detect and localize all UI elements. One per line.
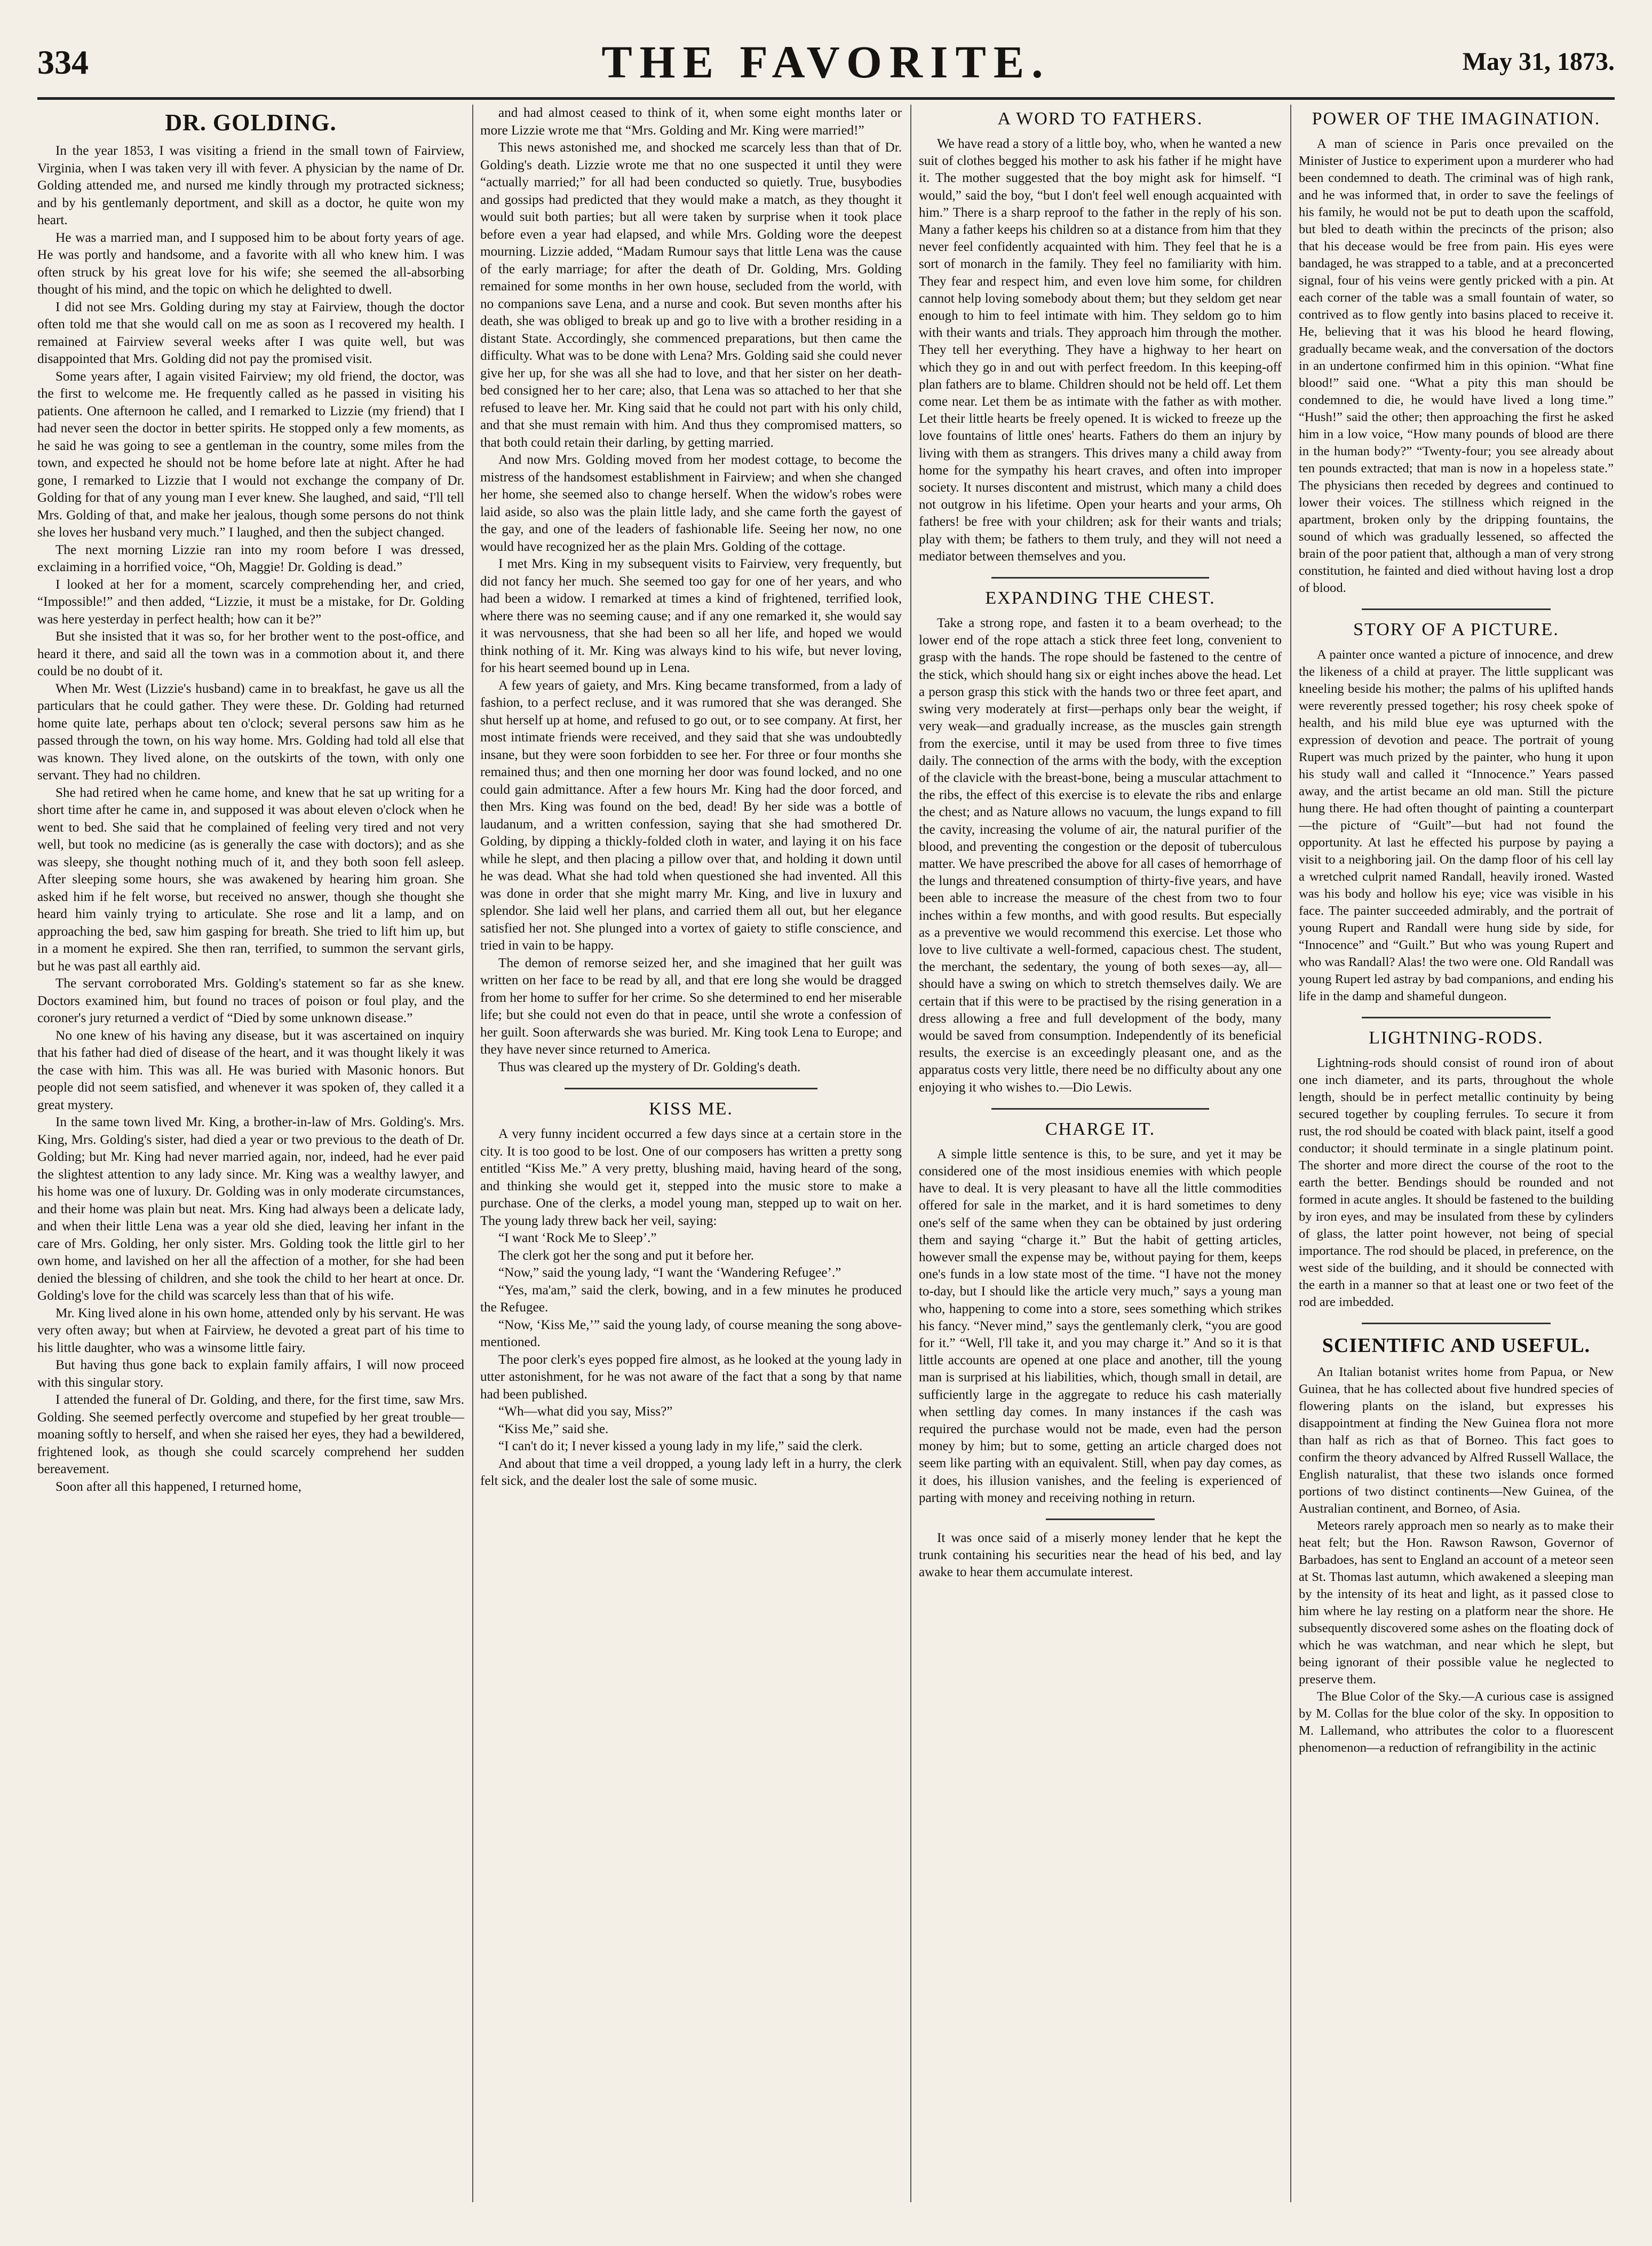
paragraph: A few years of gaiety, and Mrs. King became transformed, from a lady of fashion, to a perfect recluse, and it was rumored that she was deranged. She shut herself up at home, and refused to go out, or to see company. At first, her most intimate friends were received, and they said that she was undoubtedly insane, but they were soon forbidden to see her. For three or four months she remained thus; and then one morning her door was found locked, and no one could gain admittance. After a few hours Mr. King had the door forced, and then Mrs. King was found on the bed, dead! By her side was a bottle of laudanum, and a written confession, saying that she had smothered Dr. Golding, by dipping a thickly-folded cloth in water, and laying it on his face while he slept, and then placing a pillow over that, and holding it down until he was dead. What she had told when questioned she had invented. All this was done in order that she might marry Mr. King, and live in luxury and splendor. She laid well her plans, and carried them all out, but her elegance satisfied her not. She plunged into a vortex of gaiety to stifle conscience, and tried in vain to be happy. xyxy=(480,678,902,953)
paragraph: Mr. King lived alone in his own home, attended only by his servant. He was very often away; but when at Fairview, he devoted a great part of his time to his little daughter, who was a winsome little fairy. xyxy=(37,1306,464,1355)
paragraph: She had retired when he came home, and knew that he sat up writing for a short time after he came in, and supposed it was about eleven o'clock when he went to bed. She said that he complained of feeling very tired and not very well, but took no medicine (as is generally the case with doctors); and as she was sleepy, she thought nothing much of it, and they both soon fell asleep. After sleeping some hours, she was awakened by hearing him groan. She asked him if he felt worse, but received no answer, though she thought she heard him vainly trying to articulate. She rose and lit a lamp, and on approaching the bed, saw him gasping for breath. She tried to lift him up, but in a moment he expired. She then ran, terrified, to summon the servant girls, but he was past all earthly aid. xyxy=(37,785,464,974)
paragraph: But she insisted that it was so, for her brother went to the post-office, and heard it there, and said all the town was in a commotion about it, and there could be no doubt of it. xyxy=(37,629,464,678)
paragraph: “Now, ‘Kiss Me,’” said the young lady, of course meaning the song above-mentioned. xyxy=(480,1317,902,1349)
article-title-a-word-to-fathers: A WORD TO FATHERS. xyxy=(997,109,1203,129)
page-number: 334 xyxy=(37,43,89,81)
paragraph: A painter once wanted a picture of innocence, and drew the likeness of a child at prayer. The little supplicant was kneeling beside his mother; the palms of his uplifted hands were reverently pressed together; his rosy cheek spoke of health, and his mild blue eye was upturned with the expression of devotion and peace. The portrait of young Rupert was much prized by the painter, who hung it upon his study wall and called it “Innocence.” Years passed away, and the artist became an old man. Still the picture hung there. He had often thought of painting a counterpart—the picture of “Guilt”—but had not found the opportunity. At last he effected his purpose by paying a visit to a neighboring jail. On the damp floor of his cell lay a wretched culprit named Randall, heavily ironed. Wasted was his body and hollow his eye; vice was visible in his face. The painter succeeded admirably, and the portrait of young Rupert and Randall were hung side by side, for “Innocence” and “Guilt.” But who was young Rupert and who was Randall? Alas! the two were one. Old Randall was young Rupert led astray by bad companions, and ending his life in the damp and shameful dungeon. xyxy=(1299,647,1614,1003)
article-body-lightning-rods xyxy=(1299,1055,1614,1311)
article-body-charge-it xyxy=(919,1146,1282,1581)
article-body-dr-golding xyxy=(37,143,464,1496)
paragraph: and had almost ceased to think of it, when some eight months later or more Lizzie wrote me that “Mrs. Golding and Mr. King were married!” xyxy=(480,106,902,138)
paragraph: Some years after, I again visited Fairview; my old friend, the doctor, was the first to welcome me. He frequently called as he passed in visiting his patients. One afternoon he called, and I remarked to Lizzie (my friend) that I had never seen the doctor in better spirits. He stopped only a few moments, as he said he was going to see a gentleman in the country, some miles from the town, and expected he should not be home before late at night. After he had gone, I remarked to Lizzie that I would not exchange the company of Dr. Golding for that of any young man I ever knew. She laughed, and said, “I'll tell Mrs. Golding of that, and make her jealous, though some persons do not think she loves her husband very much.” I laughed, and then the subject changed. xyxy=(37,369,464,540)
article-separator xyxy=(1362,1323,1551,1324)
article-body-story-of-a-picture xyxy=(1299,646,1614,1005)
paragraph: But having thus gone back to explain family affairs, I will now proceed with this singular story. xyxy=(37,1358,464,1390)
article-separator xyxy=(565,1088,817,1089)
paragraph: A man of science in Paris once prevailed on the Minister of Justice to experiment upon a murderer who had been condemned to death. The criminal was of high rank, and he was informed that, in order to save the feelings of his family, he would not be put to death upon the scaffold, but bled to death within the precincts of the prison; also that his decease would be free from pain. His eyes were bandaged, he was strapped to a table, and at a preconcerted signal, four of his veins were gently pricked with a pin. At each corner of the table was a small fountain of water, so contrived as to flow gently into basins placed to receive it. He, believing that it was his blood he heard flowing, gradually became weak, and the conversation of the doctors in an undertone confirmed him in this opinion. “What fine blood!” said one. “What a pity this man should be condemned to die, he would have lived a long time.” “Hush!” said the other; then approaching the first he asked him in a low voice, “How many pounds of blood are there in the human body?” “Twenty-four; you see already about ten pounds extracted; that man is now in a hopeless state.” The physicians then receded by degrees and continued to lower their voices. The stillness which reigned in the apartment, broken only by the dripping fountains, the sound of which was gradually lessened, so affected the brain of the poor patient that, although a man of very strong constitution, he fainted and died without having lost a drop of blood. xyxy=(1299,137,1614,595)
paragraph: “I can't do it; I never kissed a young lady in my life,” said the clerk. xyxy=(498,1439,863,1453)
article-body-expanding-the-chest xyxy=(919,615,1282,1096)
column-rule xyxy=(910,105,911,2202)
paragraph: An Italian botanist writes home from Papua, or New Guinea, that he has collected about five hundred species of flowering plants on the island, but expresses his disappointment at finding the New Guinea flora not more than half as rich as that of Borneo. This fact goes to confirm the theory advanced by Alfred Russell Wallace, the English naturalist, that these two islands once formed portions of two distinct continents—New Guinea, of the Australian continent, and Borneo, of Asia. xyxy=(1299,1365,1614,1516)
article-title-dr-golding: DR. GOLDING. xyxy=(165,109,337,136)
paragraph: A very funny incident occurred a few days since at a certain store in the city. It is too good to be lost. One of our composers has written a pretty song entitled “Kiss Me.” A very pretty, blushing maid, having heard of the song, and thinking she would get it, stepped into the music store to make a purchase. One of the clerks, a model young man, stepped up to wait on her. The young lady threw back her veil, saying: xyxy=(480,1127,902,1228)
paragraph: “Wh—what did you say, Miss?” xyxy=(498,1404,673,1419)
column-3 xyxy=(919,105,1282,2218)
issue-date: May 31, 1873. xyxy=(1462,48,1615,76)
article-separator xyxy=(991,577,1209,579)
paragraph: “Yes, ma'am,” said the clerk, bowing, and in a few minutes he produced the Refugee. xyxy=(480,1283,902,1315)
paragraph: He was a married man, and I supposed him to be about forty years of age. He was portly and handsome, and a favorite with all who knew him. I was often struck by his great love for his wife; she seemed the all-absorbing thought of his mind, and the topic on which he delighted to dwell. xyxy=(37,230,464,297)
paragraph: The demon of remorse seized her, and she imagined that her guilt was written on her face to be read by all, and that ere long she would be dragged from her home to suffer for her crime. So she determined to end her miserable life; but she could not even do that in peace, until she wrote a confession of her guilt. Soon afterwards she was buried. Mr. King took Lena to Europe; and they have never since returned to America. xyxy=(480,955,902,1057)
article-title-expanding-the-chest: EXPANDING THE CHEST. xyxy=(985,588,1216,608)
paragraph: The poor clerk's eyes popped fire almost, as he looked at the young lady in utter astonishment, for he was not aware of the fact that a song by that name had been published. xyxy=(480,1352,902,1402)
column-4 xyxy=(1299,105,1614,2218)
paragraph: In the year 1853, I was visiting a friend in the small town of Fairview, Virginia, when I was taken very ill with fever. A physician by the name of Dr. Golding attended me, and nursed me kindly through my protracted sickness; and by his gentlemanly deportment, and skill as a doctor, he quite won my heart. xyxy=(37,144,464,227)
paragraph: In the same town lived Mr. King, a brother-in-law of Mrs. Golding's. Mrs. King, Mrs. Golding's sister, had died a year or two previous to the death of Dr. Golding; but Mr. King had never married again, nor, indeed, had he ever paid the slightest attention to any lady since. Mr. King was a wealthy lawyer, and his home was one of luxury. Dr. Golding was in only moderate circumstances, and their home was plain but neat. Mrs. King had always been a delicate lady, and when their little Lena was a year old she died, leaving her infant in the care of Mrs. Golding, her only sister. Mrs. Golding took the little girl to her own home, and lavished on her all the affection of a mother, for she had been denied the blessing of children, and she took the child to her heart at once. Dr. Golding's love for the child was scarcely less than that of his wife. xyxy=(37,1115,464,1303)
paragraph: A simple little sentence is this, to be sure, and yet it may be considered one of the most insidious enemies with which people have to deal. It is very pleasant to have all the little commodities offered for sale in the market, and it is hard sometimes to deny one's self of the same when they can be obtained by just ordering them and saying “charge it.” But the habit of getting articles, however small the expense may be, without paying for them, keeps one's funds in a low state most of the time. “I have not the money to-day, but I should like the article very much,” says a young man who, happening to come into a store, sees something which strikes his fancy. “Never mind,” says the gentlemanly clerk, “you are good for it.” “Well, I'll take it, and you may charge it.” And so it is that little accounts are opened at one place and another, till the young man is surprised at his liabilities, which, though small in detail, are sufficiently large in the aggregate to reduce his cash materially when settling day comes. In many instances if the cash was required the purchase would not be made, even had the person money by him; but to some, getting an article charged does not seem like parting with an equivalent. Still, when pay day comes, as it does, his illusion vanishes, and the feeling is experienced of parting with money and receiving nothing in return. xyxy=(919,1146,1282,1505)
paragraph: And now Mrs. Golding moved from her modest cottage, to become the mistress of the handsomest establishment in Fairview; and when she changed her home, she seemed also to change herself. When the widow's robes were laid aside, so also was the plain little lady, and she came forth the gayest of the gay, and one of the leaders of fashionable life. Seeing her now, no one would have recognized her as the plain Mrs. Golding of the cottage. xyxy=(480,453,902,554)
masthead xyxy=(37,35,1615,94)
article-body-power-of-the-imagination xyxy=(1299,136,1614,597)
column-rule xyxy=(1290,105,1291,2202)
article-title-scientific-and-useful: SCIENTIFIC AND USEFUL. xyxy=(1322,1334,1591,1357)
article-body-dr-golding-continued xyxy=(480,105,902,1076)
paragraph: This news astonished me, and shocked me scarcely less than that of Dr. Golding's death. Lizzie wrote me that no one suspected it until they were “actually married;” for all had been conducted so quietly. True, busybodies and gossips had predicted that they would make a match, as they thought it would suit both parties; but all were taken by surprise when it took place before even a year had elapsed, and while Mrs. Golding wore the deepest mourning. Lizzie added, “Madam Rumour says that little Lena was the cause of the early marriage; for after the death of Dr. Golding, Mrs. Golding remained for some months in her own house, secluded from the world, with no companions save Lena, and a nurse and cook. But seven months after his death, she was obliged to break up and go to live with a brother residing in a distant State. Accordingly, she commenced preparations, but then came the difficulty. What was to be done with Lena? Mrs. Golding said she could never give her up, for she was all she had to love, and that her sister on her death-bed consigned her to her care; also, that Lena was so attached to her that she refused to leave her. Mr. King said that he could not part with his only child, and that she must remain with him. And thus they compromised matters, so that both could retain their darling, by getting married. xyxy=(480,140,902,450)
article-title-story-of-a-picture: STORY OF A PICTURE. xyxy=(1353,620,1559,639)
paragraph: When Mr. West (Lizzie's husband) came in to breakfast, he gave us all the particulars that he could gather. They were these. Dr. Golding had returned home quite late, perhaps about ten o'clock; several persons saw him as he passed through the town, on his way home. Mrs. Golding had told all else that was known. They lived alone, on the outskirts of the town, with only one servant. They had no children. xyxy=(37,681,464,782)
paragraph: I attended the funeral of Dr. Golding, and there, for the first time, saw Mrs. Golding. She seemed perfectly overcome and stupefied by her great trouble—moaning softly to herself, and when she raised her eyes, they had a bewildered, frightened look, as though she could scarcely comprehend her sudden bereavement. xyxy=(37,1393,464,1476)
article-body-kiss-me xyxy=(480,1126,902,1490)
paragraph: No one knew of his having any disease, but it was ascertained on inquiry that his father had died of disease of the heart, and it was thought likely it was the case with him. This was all. He was buried with Masonic honors. But people did not seem satisfied, and whenever it was spoken of, they called it a great mystery. xyxy=(37,1028,464,1112)
paragraph: Thus was cleared up the mystery of Dr. Golding's death. xyxy=(498,1059,801,1074)
paragraph: I looked at her for a moment, scarcely comprehending her, and cried, “Impossible!” and then added, “Lizzie, it must be a mistake, for Dr. Golding was here yesterday in perfect health; how can it be?” xyxy=(37,577,464,627)
paragraph: Soon after all this happened, I returned home, xyxy=(55,1479,301,1494)
paragraph-separator xyxy=(1046,1519,1155,1520)
column-1 xyxy=(37,105,464,2218)
paragraph: Lightning-rods should consist of round iron of about one inch diameter, and its parts, throughout the whole length, should be in perfect metallic continuity by being secured together by coupling ferrules. To secure it from rust, the rod should be coated with black paint, itself a good conductor; it should terminate in a single platinum point. The shorter and more direct the course of the root to the earth the better. Bendings should be rounded and not formed in acute angles. It should be fastened to the building by iron eyes, and may be insulated from these by cylinders of glass, the latter point however, not being of special importance. The rod should be placed, in preference, on the west side of the building, and it should be connected with the earth in a manner so that at least one or two feet of the rod are imbedded. xyxy=(1299,1056,1614,1309)
paragraph: “Now,” said the young lady, “I want the ‘Wandering Refugee’.” xyxy=(498,1266,841,1280)
newspaper-title: THE FAVORITE. xyxy=(601,36,1051,88)
article-title-power-of-the-imagination: POWER OF THE IMAGINATION. xyxy=(1312,109,1601,129)
article-title-kiss-me: KISS ME. xyxy=(649,1099,733,1119)
paragraph: I did not see Mrs. Golding during my stay at Fairview, though the doctor often told me that she would call on me as soon as I recovered my health. I remained at Fairview several weeks after I was quite well, but was disappointed that Mrs. Golding did not pay the promised visit. xyxy=(37,299,464,366)
paragraph: “I want ‘Rock Me to Sleep’.” xyxy=(498,1231,657,1245)
article-title-charge-it: CHARGE IT. xyxy=(1045,1119,1156,1139)
paragraph: Take a strong rope, and fasten it to a beam overhead; to the lower end of the rope attach a stick three feet long, convenient to grasp with the hands. The rope should be fastened to the centre of the stick, which should hang six or eight inches above the head. Let a person grasp this stick with the hands two or three feet apart, and swing very moderately at first—perhaps only bear the weight, if very weak—and gradually increase, as the muscles gain strength from the exercise, until it may be used from three to five times daily. The connection of the arms with the body, with the exception of the clavicle with the breast-bone, being a muscular attachment to the ribs, the effect of this exercise is to elevate the ribs and enlarge the chest; and as Nature allows no vacuum, the lungs expand to fill the cavity, increasing the volume of air, the natural purifier of the blood, and preventing the congestion or the deposit of tuberculous matter. We have prescribed the above for all cases of hemorrhage of the lungs and threatened consumption of thirty-five years, and have been able to increase the measure of the chest from two to four inches within a few months, and with good results. But especially as a preventive we would recommend this exercise. Let those who love to live cultivate a well-formed, capacious chest. The student, the merchant, the sedentary, the young of both sexes—ay, all—should have a swing on which to stretch themselves daily. We are certain that if this were to be practised by the rising generation in a dress allowing a free and full development of the body, many would be saved from consumption. Independently of its beneficial results, the exercise is an exceedingly pleasant one, and as the apparatus costs very little, there need be no difficulty about any one enjoying it who wishes to.—Dio Lewis. xyxy=(919,616,1282,1095)
paragraph: We have read a story of a little boy, who, when he wanted a new suit of clothes begged his mother to ask his father if he might have it. The mother suggested that the boy might ask for himself. “I would,” said the boy, “but I don't feel well enough acquainted with him.” There is a sharp reproof to the father in the reply of his son. Many a father keeps his children so at a distance from him that they never feel confidently acquainted with him. They feel that he is a sort of monarch in the family. They feel no familiarity with him. They fear and respect him, and even love him some, for children cannot help loving somebody about them; but they seldom get near enough to him to feel intimate with him. They seldom go to him with their wants and trials. They approach him through the mother. They tell her everything. They have a highway to her heart on which they go in and out with perfect freedom. In this keeping-off plan fathers are to blame. Children should not be held off. Let them come near. Let them be as intimate with the father as with mother. Let their little hearts be freely opened. It is wicked to freeze up the love fountains of little ones' hearts. Fathers do them an injury by living with them as strangers. This drives many a child away from home for the sympathy his heart craves, and often into improper society. It nurses discontent and mistrust, which many a child does not outgrow in his lifetime. Open your hearts and your arms, Oh fathers! be free with your children; ask for their wants and trials; play with them; be fathers to them truly, and they will not need a mediator between themselves and you. xyxy=(919,137,1282,564)
article-body-a-word-to-fathers xyxy=(919,136,1282,565)
paragraph: “Kiss Me,” said she. xyxy=(498,1421,609,1436)
masthead-rule xyxy=(37,97,1615,100)
column-rule xyxy=(472,105,473,2202)
article-separator xyxy=(1362,1017,1551,1018)
paragraph: And about that time a veil dropped, a young lady left in a hurry, the clerk felt sick, and the dealer lost the sale of some music. xyxy=(480,1456,902,1488)
article-separator xyxy=(991,1108,1209,1110)
paragraph: It was once said of a miserly money lender that he kept the trunk containing his securities near the head of his bed, and lay awake to hear them accumulate interest. xyxy=(919,1531,1282,1580)
article-separator xyxy=(1362,608,1551,610)
paragraph: The servant corroborated Mrs. Golding's statement so far as she knew. Doctors examined him, but found no traces of poison or foul play, and the coroner's jury returned a verdict of “Died by some unknown disease.” xyxy=(37,976,464,1025)
paragraph: The Blue Color of the Sky.—A curious case is assigned by M. Collas for the blue color of the sky. In opposition to M. Lallemand, who attributes the color to a fluorescent phenomenon—a reduction of refrangibility in the actinic xyxy=(1299,1689,1614,1755)
article-body-scientific-and-useful xyxy=(1299,1364,1614,1757)
article-title-lightning-rods: LIGHTNING-RODS. xyxy=(1369,1028,1544,1048)
paragraph: Meteors rarely approach men so nearly as to make their heat felt; but the Hon. Rawson Rawson, Governor of Barbadoes, has sent to England an account of a meteor seen at St. Thomas last autumn, which awakened a sleeping man by the intensity of its heat and light, as it passed close to him where he lay resting on a platform near the shore. He subsequently discovered some ashes on the floating dock of which he was watchman, and near which he slept, but being ignorant of their possible value he neglected to preserve them. xyxy=(1299,1519,1614,1687)
paragraph: I met Mrs. King in my subsequent visits to Fairview, very frequently, but did not fancy her much. She seemed too gay for one of her years, and who had been a widow. I remarked at times a kind of frightened, terrified look, where there was no seeming cause; and if any one remarked it, she would say it was nervousness, that she had been so all her life, and hoped we would think nothing of it. Mr. King was always kind to his wife, but never loving, for his heart seemed bound up in Lena. xyxy=(480,557,902,675)
paragraph: The clerk got her the song and put it before her. xyxy=(498,1248,754,1263)
paragraph: The next morning Lizzie ran into my room before I was dressed, exclaiming in a horrified voice, “Oh, Maggie! Dr. Golding is dead.” xyxy=(37,542,464,574)
column-2 xyxy=(480,105,902,2218)
